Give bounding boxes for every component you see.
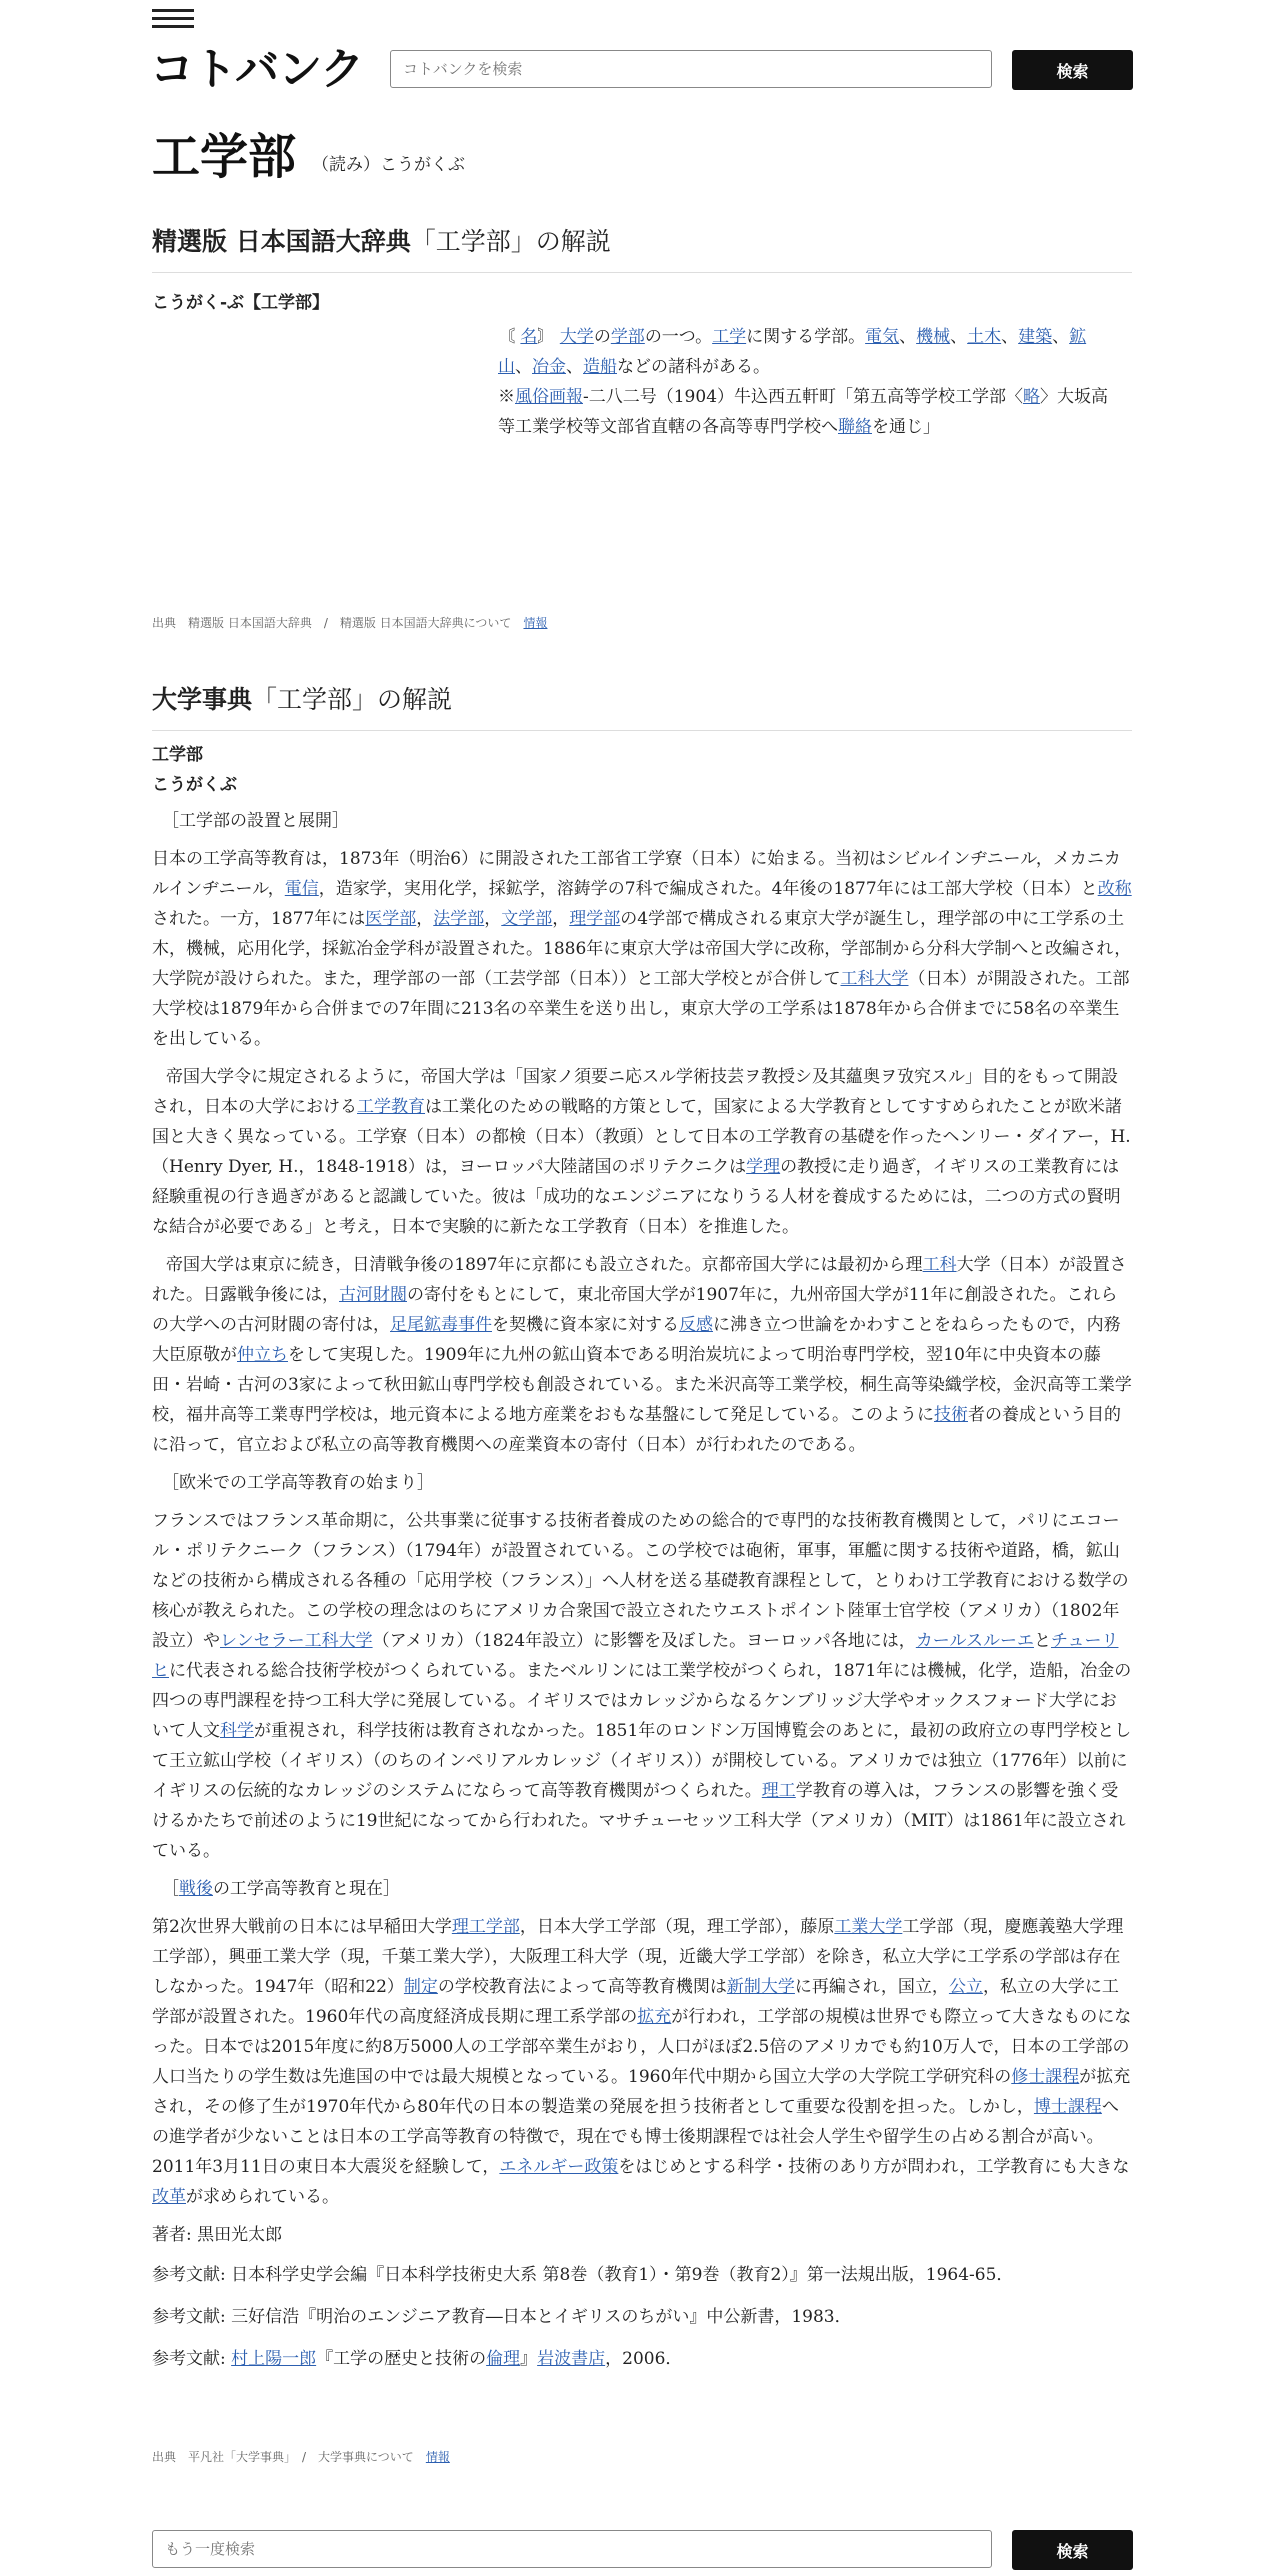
inline-link[interactable]: 古河財閥 [339,1285,407,1305]
link-gakubu[interactable]: 学部 [610,327,645,347]
inline-link[interactable]: エネルギー政策 [499,2157,619,2177]
inline-link[interactable]: 博士課程 [1033,2097,1102,2117]
link-zousen[interactable]: 造船 [583,357,617,377]
paragraph-3: 帝国大学は東京に続き，日清戦争後の1897年に京都にも設立された。京都帝国大学には最初から理工科大学（日本）が設置された。日露戦争後には，古河財閥の寄付をもとにして，東北帝国大学が1907年に，九州帝国大学が11年に創設された。これらの大学への古河財閥の寄付は，足尾鉱毒事件を契機に資本家に対する反感に沸き立つ世論をかわすことをねらったもので，内務大臣原敬が仲立ちをして実現した。1909年に九州の鉱山資本である明治炭坑によって明治専門学校，翌10年に中央資本の藤田・岩崎・古河の3家によって秋田鉱山専門学校も創設されている。また米沢高等工業学校，桐生高等染織学校，金沢高等工業学校，福井高等工業専門学校は，地元資本による地方産業をおもな基盤にして発足している。このように技術者の養成という目的に沿って，官立および私立の高等教育機関への産業資本の寄付（日本）が行われたのである。 [152,1255,1132,1455]
inline-link[interactable]: 足尾鉱毒事件 [390,1315,492,1335]
subheading-3: ［戦後の工学高等教育と現在］ [162,1879,400,1899]
inline-link[interactable]: 法学部 [433,909,485,929]
inline-link[interactable]: 新制大学 [726,1977,795,1997]
link-kikai[interactable]: 機械 [916,327,951,347]
bottom-search-button[interactable]: 検索 [1012,2530,1133,2570]
paragraph-2: 帝国大学令に規定されるように，帝国大学は「国家ノ須要ニ応スル学術技芸ヲ教授シ及其蘊奥ヲ攷究スル」目的をもって開設され，日本の大学における工学教育は工業化のための戦略的方策として，国家による大学教育としてすすめられたことが欧米諸国と大きく異なっている。工学寮（日本）の都検（日本）（教頭）として日本の工学教育の基礎を作ったヘンリー・ダイアー，H.（Henry Dyer, H.，1848-1918）は，ヨーロッパ大陸諸国のポリテクニクは学理の教授に走り過ぎ，イギリスの工業教育には経験重視の行き過ぎがあると認識していた。彼は「成功的なエンジニアになりうる人材を養成するためには，二つの方式の賢明な結合が必要である」と考え，日本で実験的に新たな工学教育（日本）を推進した。 [152,1067,1131,1237]
inline-link[interactable]: 工学教育 [357,1097,426,1117]
inline-link[interactable]: 学理 [746,1157,781,1177]
inline-link[interactable]: 岩波書店 [537,2349,606,2369]
link-daigaku[interactable]: 大学 [559,327,594,347]
source-info-link-2[interactable]: 情報 [425,2450,450,2464]
link-fuzoku[interactable]: 風俗画報 [515,387,583,407]
headword-2: 工学部 [152,745,203,765]
section-heading-daigaku: 大学事典「工学部」の解説 [152,680,1132,731]
inline-link[interactable]: 工科大学 [840,969,909,989]
inline-link[interactable]: 倫理 [486,2349,521,2369]
inline-link[interactable]: 工科 [922,1255,957,1275]
source-info-link[interactable]: 情報 [523,616,548,630]
inline-link[interactable]: 制定 [403,1977,438,1997]
inline-link[interactable]: レンセラー工科大学 [220,1631,373,1651]
search-input[interactable] [390,50,992,88]
link-noun[interactable]: 名 [520,327,538,347]
inline-link[interactable]: 反感 [679,1315,713,1335]
link-doboku[interactable]: 土木 [967,327,1002,347]
link-kenchiku[interactable]: 建築 [1018,327,1053,347]
inline-link[interactable]: 修士課程 [1011,2067,1080,2087]
inline-link[interactable]: 技術 [934,1405,968,1425]
link-renraku[interactable]: 聯絡 [838,417,872,437]
source-line-2: 出典 平凡社「大学事典」 / 大学事典について 情報 [152,2450,450,2464]
article-body [152,740,1132,2386]
inline-link[interactable]: 村上陽一郎 [231,2349,317,2369]
section-heading-nikkoku: 精選版 日本国語大辞典「工学部」の解説 [152,222,1132,273]
inline-link[interactable]: 文学部 [501,909,553,929]
subheading-2: ［欧米での工学高等教育の始まり］ [162,1473,434,1493]
inline-link[interactable]: 電信 [284,879,319,899]
source-line-1: 出典 精選版 日本国語大辞典 / 精選版 日本国語大辞典について 情報 [152,616,548,630]
inline-link[interactable]: 医学部 [365,909,417,929]
page-title: 工学部 [152,129,297,185]
headword: こうがく‐ぶ【工学部】 [152,293,330,313]
reference-3: 参考文献: 村上陽一郎『工学の歴史と技術の倫理』岩波書店，2006． [152,2349,683,2369]
definition: 〘 名〙 大学の学部の一つ。工学に関する学部。電気、機械、土木、建築、鉱山、冶金、造船などの諸科がある。 ※風俗画報‐二八二号（1904）牛込西五軒町「第五高等学校工学部〈略〉大坂高等工業学校等文部省直轄の各高等専門学校へ聯絡を通じ」 [498,327,1109,437]
paragraph-4: フランスではフランス革命期に，公共事業に従事する技術者養成のための総合的で専門的な技術教育機関として，パリにエコール・ポリテクニーク（フランス）（1794年）が設置されている。この学校では砲術，軍事，軍艦に関する技術や道路，橋，鉱山などの技術から構成される各種の「応用学校（フランス）」へ人材を送る基礎教育課程として，とりわけ工学教育における数学の核心が教えられた。この学校の理念はのちにアメリカ合衆国で設立されたウエストポイント陸軍士官学校（アメリカ）（1802年設立）やレンセラー工科大学（アメリカ）（1824年設立）に影響を及ぼした。ヨーロッパ各地には，カールスルーエとチューリヒに代表される総合技術学校がつくられている。またベルリンには工業学校がつくられ，1871年には機械，化学，造船，冶金の四つの専門課程を持つ工科大学に発展している。イギリスではカレッジからなるケンブリッジ大学やオックスフォード大学において人文科学が重視され，科学技術は教育されなかった。1851年のロンドン万国博覧会のあとに，最初の政府立の専門学校として王立鉱山学校（イギリス）（のちのインペリアルカレッジ（イギリス））が開校している。アメリカでは独立（1776年）以前にイギリスの伝統的なカレッジのシステムにならって高等教育機関がつくられた。理工学教育の導入は，フランスの影響を強く受けるかたちで前述のように19世紀になってから行われた。マサチューセッツ工科大学（アメリカ）（MIT）は1861年に設立されている。 [152,1511,1132,1861]
inline-link[interactable]: 理学部 [569,909,621,929]
headword-2-reading: こうがくぶ [152,775,237,795]
title-reading: （読み）こうがくぶ [312,155,465,175]
link-yakin[interactable]: 冶金 [532,357,566,377]
paragraph-1: 日本の工学高等教育は，1873年（明治6）に開設された工部省工学寮（日本）に始まる。当初はシビルインヂニール，メカニカルインヂニール，電信，造家学，実用化学，採鉱学，溶鋳学の7科で編成された。4年後の1877年には工部大学校（日本）と改称された。一方，1877年には医学部，法学部，文学部，理学部の4学部で構成される東京大学が誕生し，理学部の中に工学系の土木，機械，応用化学，採鉱冶金学科が設置された。1886年に東京大学は帝国大学に改称，学部制から分科大学制へと改編され，大学院が設けられた。また，理学部の一部（工芸学部（日本））と工部大学校とが合併して工科大学（日本）が開設された。工部大学校は1879年から合併までの7年間に213名の卒業生を送り出し，東京大学の工学系は1878年から合併までに58名の卒業生を出している。 [152,849,1132,1049]
site-logo[interactable]: コトバンク [150,44,364,95]
search-button[interactable]: 検索 [1012,50,1133,90]
inline-link[interactable]: 改称 [1097,879,1132,899]
inline-link[interactable]: 仲立ち [237,1345,288,1365]
inline-link[interactable]: 公立 [948,1977,983,1997]
inline-link[interactable]: 拡充 [637,2007,672,2027]
inline-link[interactable]: 戦後 [179,1879,213,1899]
inline-link[interactable]: カールスルーエ [915,1631,1034,1651]
inline-link[interactable]: 工業大学 [834,1917,903,1937]
link-kouzan[interactable]: 鉱山 [498,327,1087,377]
author: 著者: 黒田光太郎 [152,2225,283,2245]
inline-link[interactable]: 科学 [220,1721,254,1741]
link-denki[interactable]: 電気 [865,327,900,347]
link-ryaku[interactable]: 略 [1023,387,1041,407]
inline-link[interactable]: 理工 [761,1781,796,1801]
link-kougaku[interactable]: 工学 [712,327,747,347]
subheading-1: ［工学部の設置と展開］ [162,811,349,831]
hamburger-menu-icon[interactable] [152,9,194,33]
reference-1: 参考文献: 日本科学史学会編『日本科学技術史大系 第8巻（教育1）・第9巻（教育2）』第一法規出版，1964-65． [152,2265,1014,2285]
inline-link[interactable]: 改革 [152,2187,186,2207]
reference-2: 参考文献: 三好信浩『明治のエンジニア教育―日本とイギリスのちがい』中公新書，1983． [152,2307,852,2327]
inline-link[interactable]: 理工学部 [451,1917,520,1937]
bottom-search-input[interactable] [152,2530,992,2568]
inline-link[interactable]: チューリヒ [152,1631,1119,1681]
paragraph-5: 第2次世界大戦前の日本には早稲田大学理工学部，日本大学工学部（現，理工学部），藤原工業大学工学部（現，慶應義塾大学理工学部），興亜工業大学（現，千葉工業大学），大阪理工科大学（現，近畿大学工学部）を除き，私立大学に工学系の学部は存在しなかった。1947年（昭和22）制定の学校教育法によって高等教育機関は新制大学に再編され，国立，公立，私立の大学に工学部が設置された。1960年代の高度経済成長期に理工系学部の拡充が行われ，工学部の規模は世界でも際立って大きなものになった。日本では2015年度に約8万5000人の工学部卒業生がおり，人口がほぼ2.5倍のアメリカでも約10万人で，日本の工学部の人口当たりの学生数は先進国の中では最大規模となっている。1960年代中期から国立大学の大学院工学研究科の修士課程が拡充され，その修了生が1970年代から80年代の日本の製造業の発展を担う技術者として重要な役割を担った。しかし，博士課程への進学者が少ないことは日本の工学高等教育の特徴で，現在でも博士後期課程では社会人学生や留学生の占める割合が高い。2011年3月11日の東日本大震災を経験して，エネルギー政策をはじめとする科学・技術のあり方が問われ，工学教育にも大きな改革が求められている。 [152,1917,1132,2207]
